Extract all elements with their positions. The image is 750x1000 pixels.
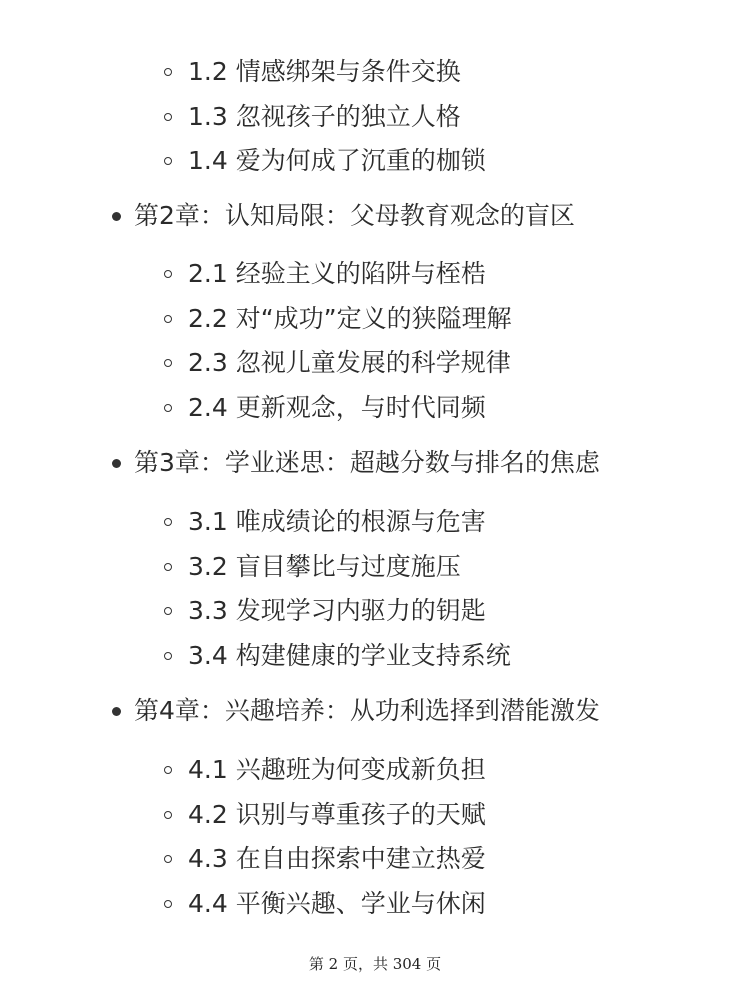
section-title: 构建健康的学业支持系统 [235, 641, 511, 670]
section-title: 忽视儿童发展的科学规律 [235, 348, 511, 377]
section-number: 4.2 [188, 800, 228, 829]
section-title: 在自由探索中建立热爱 [235, 844, 486, 873]
section-number: 2.2 [188, 304, 228, 333]
section-number: 2.4 [188, 393, 228, 422]
circle-bullet-icon [164, 563, 172, 571]
section-title: 识别与尊重孩子的天赋 [235, 800, 486, 829]
circle-bullet-icon [164, 855, 172, 863]
toc-chapter-2[interactable]: 第2章：认知局限：父母教育观念的盲区 [134, 201, 575, 230]
toc-section-4-4[interactable] [188, 891, 486, 916]
section-title: 经验主义的陷阱与桎梏 [235, 259, 486, 288]
circle-bullet-icon [164, 811, 172, 819]
section-number: 2.1 [188, 259, 228, 288]
circle-bullet-icon [164, 404, 172, 412]
section-title: 盲目攀比与过度施压 [235, 552, 461, 581]
bullet-icon [112, 212, 121, 221]
circle-bullet-icon [164, 68, 172, 76]
section-number: 3.2 [188, 552, 228, 581]
section-title: 更新观念，与时代同频 [235, 393, 486, 422]
section-title: 平衡兴趣、学业与休闲 [235, 889, 486, 918]
circle-bullet-icon [164, 900, 172, 908]
toc-section-2-1[interactable] [188, 261, 486, 286]
toc-section-2-4[interactable] [188, 395, 486, 420]
toc-section-4-2[interactable] [188, 802, 486, 827]
section-number: 1.2 [188, 57, 228, 86]
section-title: 爱为何成了沉重的枷锁 [235, 146, 486, 175]
toc-chapter-4[interactable]: 第4章：兴趣培养：从功利选择到潜能激发 [134, 696, 600, 725]
section-number: 3.1 [188, 507, 228, 536]
toc-section-4-1[interactable] [188, 757, 486, 782]
bullet-icon [112, 707, 121, 716]
section-title: 发现学习内驱力的钥匙 [235, 596, 486, 625]
section-number: 2.3 [188, 348, 228, 377]
section-number: 4.1 [188, 755, 228, 784]
bullet-icon [112, 459, 121, 468]
section-number: 1.4 [188, 146, 228, 175]
circle-bullet-icon [164, 518, 172, 526]
toc-section-2-3[interactable] [188, 350, 511, 375]
section-title: 情感绑架与条件交换 [235, 57, 461, 86]
toc-section-4-3[interactable] [188, 846, 486, 871]
circle-bullet-icon [164, 315, 172, 323]
toc-section-1-3[interactable] [188, 104, 461, 129]
circle-bullet-icon [164, 113, 172, 121]
toc-section-2-2[interactable] [188, 306, 512, 331]
section-number: 3.3 [188, 596, 228, 625]
section-title: 忽视孩子的独立人格 [235, 102, 461, 131]
circle-bullet-icon [164, 157, 172, 165]
circle-bullet-icon [164, 359, 172, 367]
section-number: 1.3 [188, 102, 228, 131]
circle-bullet-icon [164, 270, 172, 278]
toc-section-3-2[interactable] [188, 554, 461, 579]
circle-bullet-icon [164, 766, 172, 774]
toc-section-1-4[interactable] [188, 148, 486, 173]
toc-section-1-2[interactable] [188, 59, 461, 84]
section-title: 对“成功”定义的狭隘理解 [235, 304, 512, 333]
section-number: 4.4 [188, 889, 228, 918]
section-title: 兴趣班为何变成新负担 [235, 755, 486, 784]
toc-section-3-1[interactable] [188, 509, 486, 534]
toc-section-3-3[interactable] [188, 598, 486, 623]
page-number-footer: 第 2 页，共 304 页 [308, 955, 442, 973]
section-number: 3.4 [188, 641, 228, 670]
section-number: 4.3 [188, 844, 228, 873]
toc-chapter-3[interactable]: 第3章：学业迷思：超越分数与排名的焦虑 [134, 448, 600, 477]
toc-section-3-4[interactable] [188, 643, 511, 668]
circle-bullet-icon [164, 652, 172, 660]
circle-bullet-icon [164, 607, 172, 615]
section-title: 唯成绩论的根源与危害 [235, 507, 486, 536]
